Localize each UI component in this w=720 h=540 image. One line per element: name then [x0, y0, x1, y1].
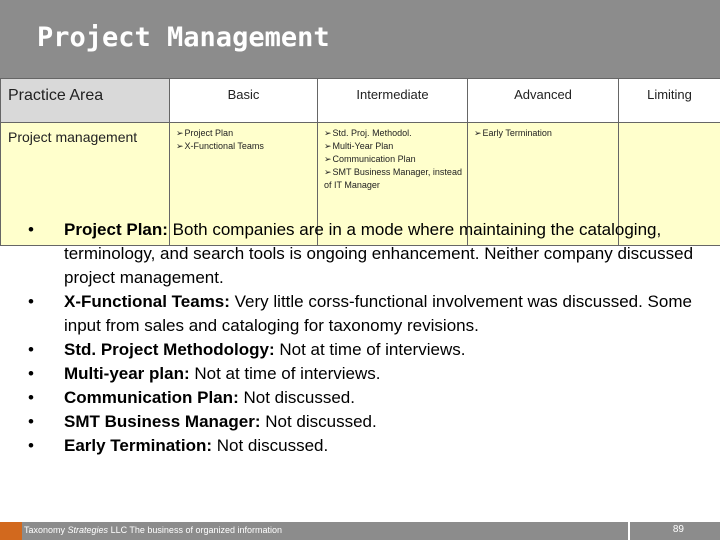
- finding-text: Not discussed.: [238, 388, 355, 407]
- finding-label: Project Plan:: [64, 220, 168, 239]
- bullet-icon: •: [28, 220, 34, 239]
- cell-item: ➢ Early Termination: [474, 127, 618, 140]
- finding-label: Communication Plan:: [64, 388, 239, 407]
- finding-text: Both companies are in a mode where maintaining the cataloging, terminology, and search tools is ongoing enhancement. Neither company discussed project management.: [64, 220, 694, 287]
- list-item: [28, 362, 708, 386]
- header-practice-area: Practice Area: [1, 79, 170, 123]
- bullet-icon: •: [28, 292, 34, 311]
- bullet-icon: •: [28, 412, 34, 431]
- cell-item: ➢ Project Plan: [176, 127, 317, 140]
- finding-label: Multi-year plan:: [64, 364, 190, 383]
- page-number: 89: [672, 524, 684, 535]
- logo-mark-icon: [0, 522, 22, 540]
- header-intermediate: Intermediate: [318, 79, 468, 123]
- cell-item: ➢ Communication Plan: [324, 153, 467, 166]
- finding-text: Very little corss-functional involvement was discussed. Some input from sales and cataloging for taxonomy revisions.: [64, 292, 692, 335]
- findings-list: [28, 218, 708, 458]
- cell-item: ➢ Multi-Year Plan: [324, 140, 467, 153]
- cell-item: ➢ Std. Proj. Methodol.: [324, 127, 467, 140]
- list-item: [28, 434, 708, 458]
- finding-text: Not at time of interviews.: [189, 364, 381, 383]
- header-basic: Basic: [170, 79, 318, 123]
- bullet-icon: •: [28, 388, 34, 407]
- list-item: [28, 386, 708, 410]
- title-bar: [0, 0, 720, 78]
- finding-label: X-Functional Teams:: [64, 292, 230, 311]
- bullet-icon: •: [28, 436, 34, 455]
- cell-item: ➢ X-Functional Teams: [176, 140, 317, 153]
- footer-divider: [628, 522, 630, 540]
- finding-text: Not discussed.: [260, 412, 377, 431]
- list-item: [28, 290, 708, 338]
- slide-title: Project Management: [37, 22, 330, 53]
- bullet-icon: •: [28, 364, 34, 383]
- finding-label: SMT Business Manager:: [64, 412, 261, 431]
- header-limiting: Limiting: [619, 79, 720, 123]
- list-item: [28, 218, 708, 290]
- table-header-row: [1, 79, 720, 123]
- footer-bar: [0, 522, 720, 540]
- cell-practice-area: Project management: [1, 123, 170, 246]
- finding-text: Not discussed.: [212, 436, 329, 455]
- header-advanced: Advanced: [468, 79, 619, 123]
- finding-label: Early Termination:: [64, 436, 212, 455]
- footer-brand: Taxonomy Strategies LLC The business of organized information: [24, 525, 282, 535]
- finding-text: Not at time of interviews.: [274, 340, 466, 359]
- cell-item: ➢ SMT Business Manager, instead of IT Manager: [324, 166, 467, 192]
- list-item: [28, 338, 708, 362]
- list-item: [28, 410, 708, 434]
- bullet-icon: •: [28, 340, 34, 359]
- finding-label: Std. Project Methodology:: [64, 340, 275, 359]
